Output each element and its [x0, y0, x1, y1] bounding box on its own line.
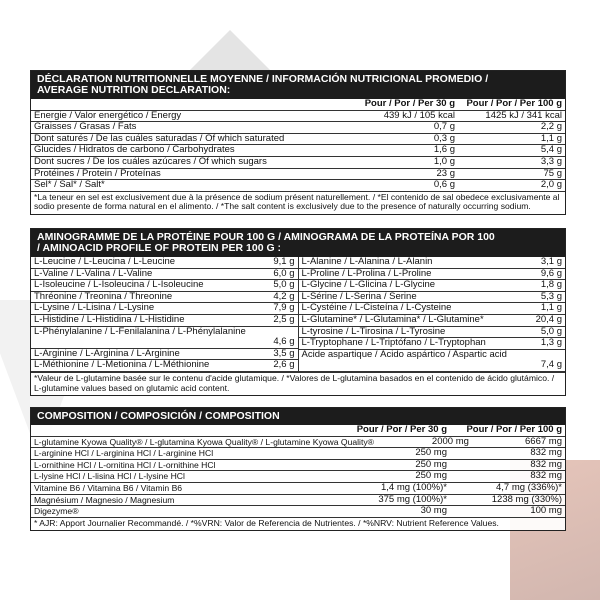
ingredient-label: Vitamine B6 / Vitamina B6 / Vitamin B6 [34, 482, 183, 493]
nutrition-column-header: Pour / Por / Per 30 g Pour / Por / Per 100 g [31, 99, 565, 111]
amino-name: L-Isoleucine / L-Isoleucina / L-Isoleucine [34, 279, 204, 291]
ingredient-per30: 250 mg [415, 458, 447, 470]
nutrition-salt-note: *La teneur en sel est exclusivement due à la présence de sodium présent naturellement. / *El contenido de sal obedece exclusivamente al sodio presente de forma natural en el alimento. / *The salt content is exclusively due to the presence of naturally occurring sodium. [31, 191, 565, 214]
nutrient-per100: 2,2 g [540, 121, 562, 133]
nutrient-per100: 1425 kJ / 341 kcal [485, 109, 562, 121]
composition-column-header: Pour / Por / Per 30 g Pour / Por / Per 100 g [31, 425, 565, 437]
nutrient-label: Dont sucres / De los cuáles azúcares / Of which sugars [34, 155, 267, 167]
nutrient-label: Dont saturés / De las cuáles saturadas / Of which saturated [34, 132, 285, 144]
amino-row [31, 257, 298, 269]
amino-name: L-Cystéine / L-Cisteína / L-Cysteine [301, 302, 452, 314]
nutrient-per100: 1,1 g [540, 132, 562, 144]
composition-row [31, 448, 565, 460]
ingredient-per100: 832 mg [530, 458, 562, 470]
ingredient-label: Magnésium / Magnesio / Magnesium [34, 494, 175, 505]
amino-value: 6,0 g [273, 267, 295, 279]
amino-value: 4,6 g [273, 336, 295, 348]
amino-value: 2,6 g [273, 359, 295, 371]
amino-name: L-Lysine / L-Lisina / L-Lysine [34, 302, 155, 314]
ingredient-per30: 250 mg [415, 447, 447, 459]
amino-value: 9,6 g [540, 267, 562, 279]
composition-row [31, 506, 565, 517]
nutrient-label: Glucides / Hidratos de carbono / Carbohydrates [34, 144, 235, 156]
ingredient-per100: 6667 mg [525, 435, 562, 447]
amino-row [31, 360, 298, 372]
ingredient-label: L-ornithine HCl / L-ornitina HCl / L-ornithine HCl [34, 459, 216, 470]
amino-name: Thréonine / Treonina / Threonine [34, 290, 173, 302]
ingredient-label: L-glutamine Kyowa Quality® / L-glutamina Kyowa Quality® / L-glutamine Kyowa Quality® [34, 436, 374, 447]
amino-value: 5,3 g [540, 290, 562, 302]
nutrient-per30: 23 g [436, 167, 455, 179]
amino-value: 7,4 g [540, 359, 562, 371]
ingredient-per30: 30 mg [420, 505, 447, 517]
nutrient-per100: 3,3 g [540, 155, 562, 167]
ingredient-per100: 100 mg [530, 505, 562, 517]
amino-row [31, 327, 298, 349]
amino-name: L-Sérine / L-Serina / Serine [301, 290, 417, 302]
nutrient-per30: 1,6 g [433, 144, 455, 156]
ingredient-label: L-arginine HCl / L-arginina HCl / L-arginine HCl [34, 448, 214, 459]
ingredient-per100: 4,7 mg (336%)* [495, 481, 562, 493]
amino-glutamine-note: *Valeur de L-glutamine basée sur le contenu d'acide glutamique. / *Valores de L-glutamina basados en el contenido de ácido glutámico. / L-glutamine values based on glutamic acid content. [31, 372, 565, 395]
amino-value: 1,1 g [540, 302, 562, 314]
nutrient-label: Energie / Valor energético / Energy [34, 109, 182, 121]
amino-right-column [299, 257, 566, 372]
ingredient-per30: 250 mg [415, 470, 447, 482]
amino-name: L-Glycine / L-Glicina / L-Glycine [301, 279, 436, 291]
amino-value: 1,8 g [540, 279, 562, 291]
amino-name: L-Arginine / L-Arginina / L-Arginine [34, 347, 180, 359]
amino-name: L-Tryptophane / L-Triptófano / L-Tryptophan [301, 337, 486, 349]
amino-value: 3,5 g [273, 347, 295, 359]
nutrition-title: DÉCLARATION NUTRITIONNELLE MOYENNE / INFORMACIÓN NUTRICIONAL PROMEDIO / AVERAGE NUTRITION DECLARATION: [31, 71, 565, 99]
amino-value: 2,5 g [273, 313, 295, 325]
composition-rows [31, 437, 565, 517]
ingredient-label: L-lysine HCl / L-lisina HCl / L-lysine HCl [34, 471, 185, 482]
nutrient-per30: 0,3 g [433, 132, 455, 144]
nutrient-per100: 2,0 g [540, 179, 562, 191]
nutrient-label: Sel* / Sal* / Salt* [34, 179, 105, 191]
nutrition-rows [31, 111, 565, 191]
composition-row [31, 483, 565, 495]
amino-table [31, 257, 565, 372]
amino-value: 5,0 g [540, 325, 562, 337]
amino-name: L-Phénylalanine / L-Fenilalanina / L-Phénylalanine [34, 325, 246, 337]
composition-nrv-note: * AJR: Apport Journalier Recommandé. / *%VRN: Valor de Referencia de Nutrientes. / *%NRV: Nutrient Reference Values. [31, 517, 565, 531]
ingredient-label: Digezyme® [34, 506, 79, 517]
ingredient-per30: 375 mg (100%)* [378, 493, 447, 505]
amino-panel [30, 228, 566, 396]
nutrition-row [31, 169, 565, 181]
amino-row [299, 338, 566, 350]
nutrient-label: Protéines / Protein / Proteínas [34, 167, 161, 179]
amino-name: L-Alanine / L-Alanina / L-Alanin [301, 256, 433, 267]
amino-name: Acide aspartique / Ácido aspártico / Aspartic acid [301, 348, 507, 360]
amino-name: L-Méthionine / L-Metionina / L-Méthionine [34, 359, 210, 371]
amino-name: L-Proline / L-Prolina / L-Proline [301, 267, 432, 279]
amino-row [31, 315, 298, 327]
amino-value: 3,1 g [540, 256, 562, 267]
nutrient-per30: 439 kJ / 105 kcal [383, 109, 455, 121]
amino-name: L-tyrosine / L-Tirosina / L-Tyrosine [301, 325, 446, 337]
amino-row [299, 350, 566, 372]
nutrition-row [31, 180, 565, 191]
amino-value: 7,9 g [273, 302, 295, 314]
nutrition-panel [30, 70, 566, 215]
ingredient-per30: 1,4 mg (100%)* [380, 481, 447, 493]
amino-value: 4,2 g [273, 290, 295, 302]
nutrient-label: Graisses / Grasas / Fats [34, 121, 137, 133]
ingredient-per30: 2000 mg [431, 435, 469, 447]
amino-row [299, 315, 566, 327]
composition-row [31, 437, 565, 449]
ingredient-per100: 832 mg [530, 470, 562, 482]
nutrient-per30: 0,6 g [433, 179, 455, 191]
amino-value: 20,4 g [535, 313, 562, 325]
amino-name: L-Valine / L-Valina / L-Valine [34, 267, 153, 279]
amino-left-column [31, 257, 299, 372]
amino-title: AMINOGRAMME DE LA PROTÉINE POUR 100 G / AMINOGRAMA DE LA PROTEÍNA POR 100 / AMINOACID PROFILE OF PROTEIN PER 100 G : [31, 229, 565, 257]
composition-row [31, 460, 565, 472]
amino-value: 5,0 g [273, 279, 295, 291]
ingredient-per100: 832 mg [530, 447, 562, 459]
nutrient-per100: 5,4 g [540, 144, 562, 156]
ingredient-per100: 1238 mg (330%) [491, 493, 562, 505]
amino-name: L-Glutamine* / L-Glutamina* / L-Glutamine* [301, 313, 484, 325]
amino-name: L-Histidine / L-Histidina / L-Histidine [34, 313, 185, 325]
amino-name: L-Leucine / L-Leucina / L-Leucine [34, 256, 176, 267]
composition-panel [30, 407, 566, 531]
nutrition-row [31, 157, 565, 169]
nutrient-per100: 75 g [543, 167, 562, 179]
amino-value: 1,3 g [540, 337, 562, 349]
composition-title: COMPOSITION / COMPOSICIÓN / COMPOSITION [31, 408, 565, 425]
composition-row [31, 495, 565, 507]
amino-value: 9,1 g [273, 256, 295, 267]
nutrient-per30: 0,7 g [433, 121, 455, 133]
composition-row [31, 471, 565, 483]
nutrient-per30: 1,0 g [433, 155, 455, 167]
amino-row [299, 257, 566, 269]
